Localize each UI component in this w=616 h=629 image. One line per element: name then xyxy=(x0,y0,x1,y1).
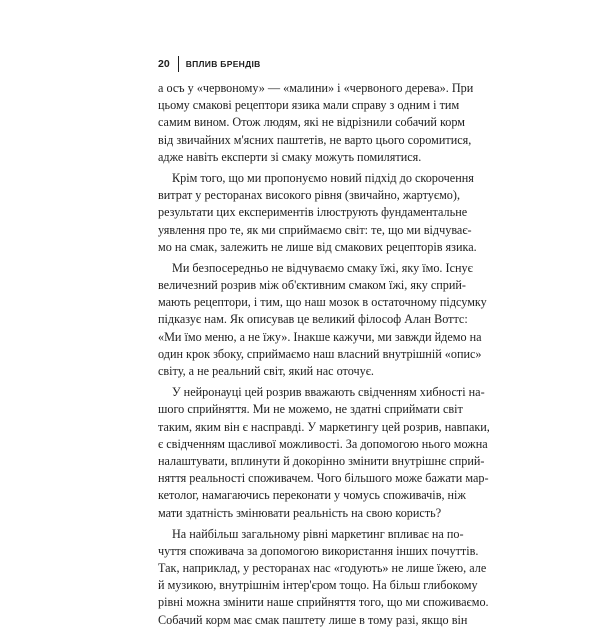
text-line: один крок збоку, сприймаємо наш власний внутрішній «опис» xyxy=(158,346,482,361)
text-line: величезний розрив між об'єктивним смаком їжі, яку сприй- xyxy=(158,278,466,293)
running-head xyxy=(158,56,261,72)
text-line: самим вином. Отож людям, які не відрізнили собачий корм xyxy=(158,115,465,130)
text-line: цьому смакові рецептори язика мали справу з одним і тим xyxy=(158,98,460,113)
text-line: адже навіть експерти зі смаку можуть помилятися. xyxy=(158,149,422,164)
text-line: На найбільш загальному рівні маркетинг впливає на по- xyxy=(172,526,464,541)
page-number: 20 xyxy=(158,58,170,70)
text-line: й музикою, внутрішнім інтер'єром тощо. На більш глибокому xyxy=(158,578,478,593)
text-line: мати здатність змінювати реальність на свою користь? xyxy=(158,505,442,520)
text-line: У нейронауці цей розрив вважають свідченням хибності на- xyxy=(172,385,485,400)
text-line: результати цих експериментів ілюструють фундаментальне xyxy=(158,205,468,220)
body-text xyxy=(158,80,490,629)
text-line: мо на смак, залежить не лише від смакових рецепторів язика. xyxy=(158,239,477,254)
text-line: рівні можна змінити наше сприйняття того, що ми споживаємо. xyxy=(158,595,489,610)
text-line: налаштувати, вплинути й докорінно змінити внутрішнє сприй- xyxy=(158,453,485,468)
paragraph-3 xyxy=(158,260,487,380)
text-line: витрат у ресторанах високого рівня (звичайно, жартуємо), xyxy=(158,188,461,203)
text-line: шого сприйняття. Ми не можемо, не здатні сприймати світ xyxy=(158,402,463,417)
text-line: від звичайних м'ясних паштетів, не варто цього соромитися, xyxy=(158,132,472,147)
text-line: уявлення про те, як ми сприймаємо світ: те, що ми відчуває- xyxy=(158,222,472,237)
header-divider xyxy=(178,56,179,72)
text-line: кетолог, намагаючись переконати у чомусь споживачів, ніж xyxy=(158,488,466,503)
text-line: «Ми їмо меню, а не їжу». Інакше кажучи, ми завжди йдемо на xyxy=(158,329,482,344)
text-line: світу, а не реальний світ, який нас оточує. xyxy=(158,364,374,378)
text-line: Так, наприклад, у ресторанах нас «годують» не лише їжею, але xyxy=(158,561,487,576)
text-line: є свідченням щасливої можливості. За допомогою нього можна xyxy=(158,436,488,451)
text-line: Крім того, що ми пропонуємо новий підхід до скорочення xyxy=(172,170,474,185)
paragraph-4 xyxy=(158,384,490,522)
paragraph-1 xyxy=(158,80,474,166)
paragraph-5 xyxy=(158,526,489,629)
chapter-title: ВПЛИВ БРЕНДІВ xyxy=(185,59,261,69)
text-line: Собачий корм має смак паштету лише в тому разі, якщо він xyxy=(158,612,468,627)
text-line: таким, яким він є насправді. У маркетингу цей розрив, навпаки, xyxy=(158,419,490,434)
text-line: няття реальності споживачем. Чого більшого може бажати мар- xyxy=(158,471,489,486)
text-line: а осъ у «червоному» — «малини» і «червоного дерева». При xyxy=(158,81,474,95)
text-line: підказує нам. Як описував це великий філософ Алан Воттс: xyxy=(158,312,468,327)
text-line: Ми безпосередньо не відчуваємо смаку їжі, яку їмо. Існує xyxy=(172,260,473,275)
text-line: мають рецептори, і тим, що наш мозок в остаточному підсумку xyxy=(158,295,487,310)
text-line: чуття споживача за допомогою використання інших почуттів. xyxy=(158,543,479,558)
paragraph-2 xyxy=(158,170,477,256)
